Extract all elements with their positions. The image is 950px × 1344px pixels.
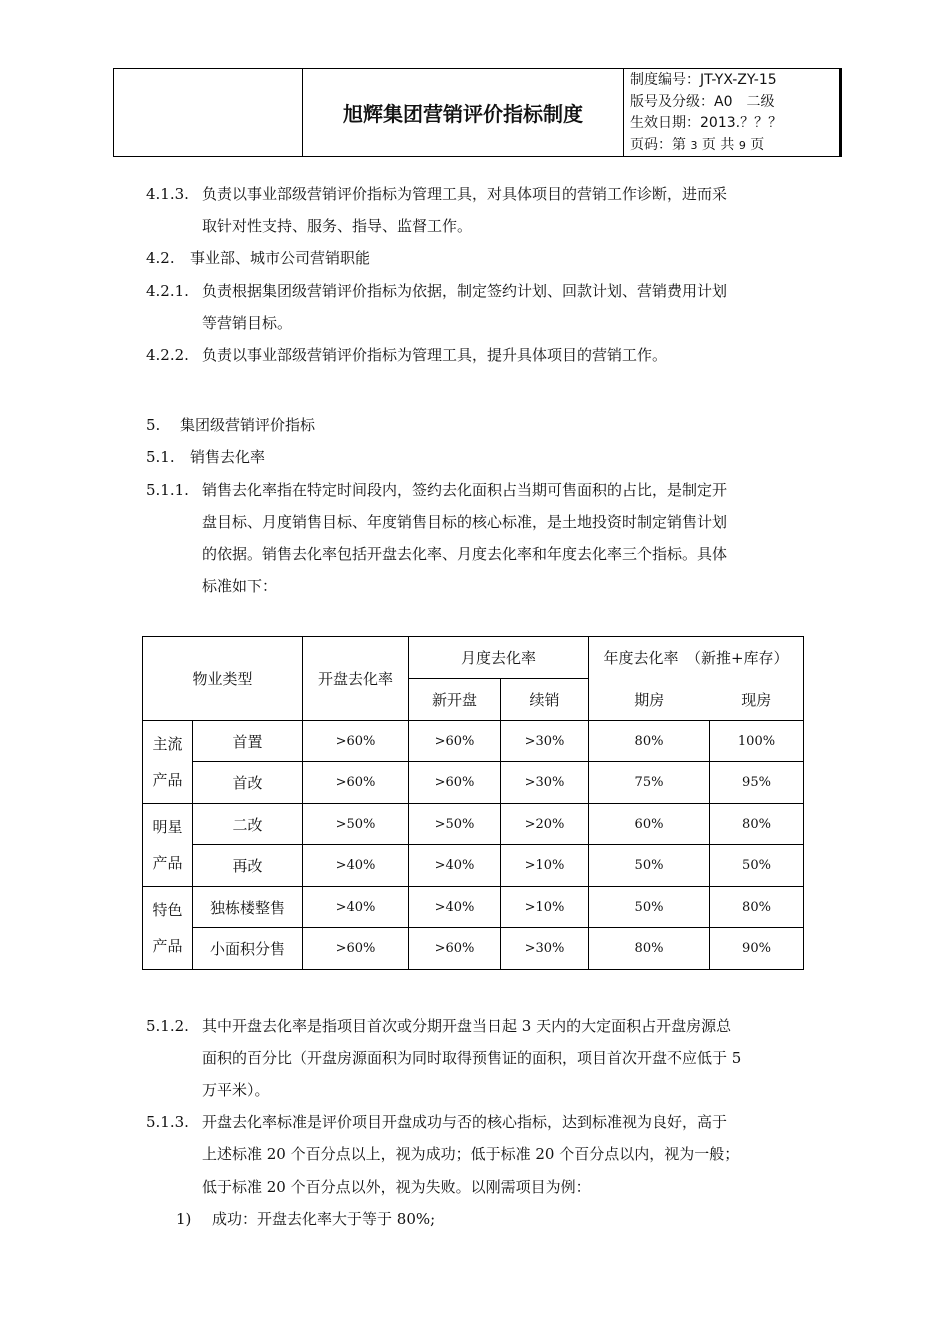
cell-spot: 90% [710, 928, 804, 970]
version-level: 版号及分级：A0 二级 [630, 93, 775, 110]
header-monthly-rate: 月度去化率 [409, 637, 589, 679]
cell-cont: >20% [501, 804, 589, 845]
cell-new: >40% [409, 845, 501, 887]
cell-open: >60% [303, 762, 409, 804]
cell-open: >60% [303, 928, 409, 970]
para-5-1-3-line3: 低于标准 20 个百分点以外，视为失败。以刚需项目为例： [202, 1178, 591, 1196]
header-off-plan: 期房 [589, 679, 710, 721]
sales-rate-table [142, 636, 804, 970]
logo-cell [114, 69, 303, 156]
group-mainstream: 主流 产品 [143, 721, 193, 804]
cell-cont: >30% [501, 762, 589, 804]
header-opening-rate: 开盘去化率 [303, 637, 409, 721]
para-4-1-3-line1: 4.1.3. 负责以事业部级营销评价指标为管理工具，对具体项目的营销工作诊断，进而采 [146, 185, 728, 203]
para-5-1-1-line2: 盘目标、月度销售目标、年度销售目标的核心标准，是土地投资时制定销售计划 [202, 513, 728, 531]
page-current: 3 [690, 138, 698, 152]
header-new-opening: 新开盘 [409, 679, 501, 721]
cell-cont: >30% [501, 721, 589, 762]
group-star: 明星 产品 [143, 804, 193, 887]
cell-open: >50% [303, 804, 409, 845]
cell-period: 50% [589, 845, 710, 887]
para-5-1-1-line4: 标准如下： [202, 577, 278, 595]
para-5-1-3-line2: 上述标准 20 个百分点以上，视为成功；低于标准 20 个百分点以内，视为一般； [202, 1145, 740, 1163]
header-continued-sales: 续销 [501, 679, 589, 721]
list-item-success: 1) 成功：开盘去化率大于等于 80%; [176, 1210, 436, 1228]
cell-spot: 80% [710, 804, 804, 845]
cell-cont: >30% [501, 928, 589, 970]
cell-new: >60% [409, 721, 501, 762]
cell-new: >60% [409, 928, 501, 970]
para-4-2-2: 4.2.2. 负责以事业部级营销评价指标为管理工具，提升具体项目的营销工作。 [146, 346, 668, 364]
cell-open: >40% [303, 845, 409, 887]
header-annual-rate: 年度去化率 （新推+库存） [589, 637, 804, 679]
cell-period: 60% [589, 804, 710, 845]
heading-5: 5. 集团级营销评价指标 [146, 416, 316, 434]
row-name: 独栋楼整售 [193, 887, 303, 928]
para-5-1-1-line3: 的依据。销售去化率包括开盘去化率、月度去化率和年度去化率三个指标。具体 [202, 545, 728, 563]
heading-5-1: 5.1. 销售去化率 [146, 448, 266, 466]
cell-cont: >10% [501, 845, 589, 887]
cell-spot: 80% [710, 887, 804, 928]
para-5-1-3-line1: 5.1.3. 开盘去化率标准是评价项目开盘成功与否的核心指标，达到标准视为良好，高于 [146, 1113, 728, 1131]
para-5-1-2-line1: 5.1.2. 其中开盘去化率是指项目首次或分期开盘当日起 3 天内的大定面积占开盘房源总 [146, 1017, 732, 1035]
heading-4-2: 4.2. 事业部、城市公司营销职能 [146, 249, 371, 267]
row-name: 首置 [193, 721, 303, 762]
cell-new: >50% [409, 804, 501, 845]
row-name: 二改 [193, 804, 303, 845]
row-name: 首改 [193, 762, 303, 804]
document-header [113, 68, 840, 157]
row-name: 再改 [193, 845, 303, 887]
cell-new: >40% [409, 887, 501, 928]
cell-open: >40% [303, 887, 409, 928]
para-5-1-1-line1: 5.1.1. 销售去化率指在特定时间段内，签约去化面积占当期可售面积的占比，是制定开 [146, 481, 728, 499]
effective-date: 生效日期：2013.？？？ [630, 115, 783, 131]
cell-new: >60% [409, 762, 501, 804]
doc-number: 制度编号：JT-YX-ZY-15 [630, 72, 777, 88]
para-5-1-2-line3: 万平米）。 [202, 1081, 270, 1099]
cell-period: 50% [589, 887, 710, 928]
group-featured: 特色 产品 [143, 887, 193, 970]
row-name: 小面积分售 [193, 928, 303, 970]
para-4-2-1-line1: 4.2.1. 负责根据集团级营销评价指标为依据，制定签约计划、回款计划、营销费用计划 [146, 282, 728, 300]
para-4-2-1-line2: 等营销目标。 [202, 314, 293, 332]
cell-period: 80% [589, 721, 710, 762]
cell-period: 80% [589, 928, 710, 970]
page-number: 页码：第 3 页 共 9 页 [630, 136, 765, 153]
page-total: 9 [738, 138, 746, 152]
para-5-1-2-line2: 面积的百分比（开盘房源面积为同时取得预售证的面积，项目首次开盘不应低于 5 [202, 1049, 742, 1067]
cell-spot: 100% [710, 721, 804, 762]
header-property-type: 物业类型 [143, 637, 303, 721]
cell-period: 75% [589, 762, 710, 804]
cell-spot: 95% [710, 762, 804, 804]
document-title: 旭辉集团营销评价指标制度 [303, 69, 624, 156]
header-ready-housing: 现房 [710, 679, 804, 721]
header-edge [839, 68, 842, 157]
document-meta [624, 69, 839, 156]
cell-spot: 50% [710, 845, 804, 887]
cell-open: >60% [303, 721, 409, 762]
cell-cont: >10% [501, 887, 589, 928]
para-4-1-3-line2: 取针对性支持、服务、指导、监督工作。 [202, 217, 473, 235]
